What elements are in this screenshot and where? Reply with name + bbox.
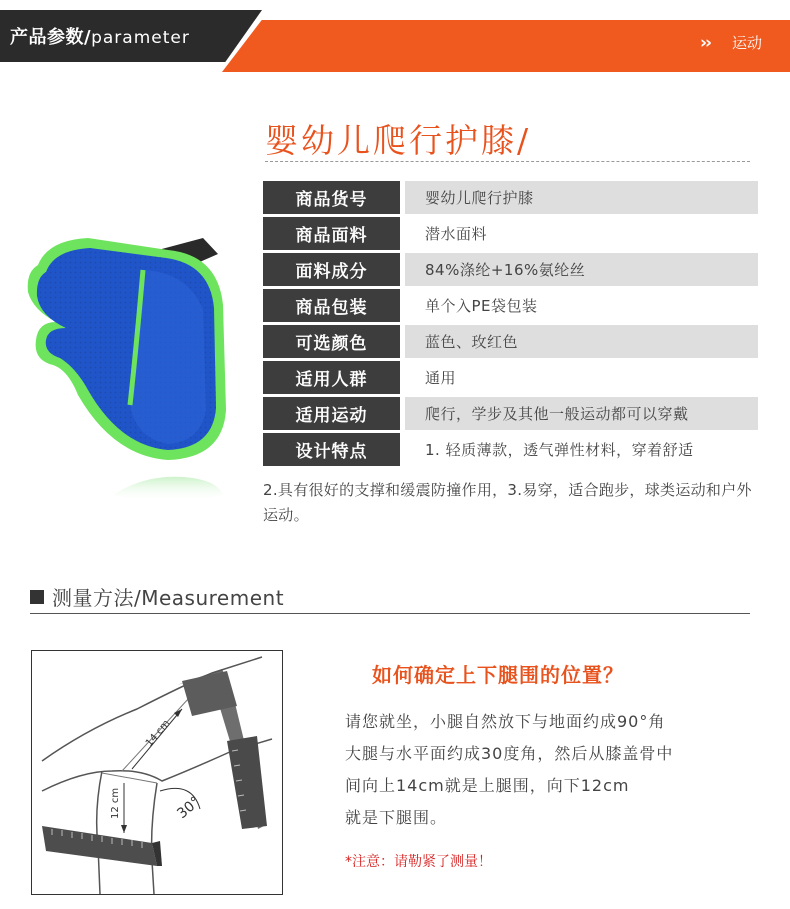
- spec-row: [263, 433, 758, 466]
- spec-row: [263, 253, 758, 286]
- title-cn: 产品参数/: [10, 27, 92, 48]
- spec-value: 爬行，学步及其他一般运动都可以穿戴: [405, 397, 758, 430]
- spec-label: 面料成分: [263, 253, 400, 286]
- spec-value: 通用: [425, 369, 457, 387]
- measurement-instructions: [345, 706, 745, 834]
- spec-label: 可选颜色: [263, 325, 400, 358]
- spec-label: 适用运动: [263, 397, 400, 430]
- spec-row: [263, 181, 758, 214]
- spec-value: 1. 轻质薄款，透气弹性材料，穿着舒适: [425, 441, 694, 459]
- instruction-line: 就是下腿围。: [345, 808, 448, 827]
- knee-pad-image: [18, 210, 248, 530]
- header-banner: [0, 10, 790, 62]
- double-chevron-right-icon: ››: [699, 32, 710, 53]
- instruction-line: 请您就坐，小腿自然放下与地面约成90°角: [345, 712, 666, 731]
- measurement-question: 如何确定上下腿围的位置？: [372, 663, 624, 687]
- spec-value: 单个入PE袋包装: [425, 297, 538, 315]
- feature-description: 2.具有很好的支撑和缓震防撞作用，3.易穿，适合跑步，球类运动和户外运动。: [263, 481, 752, 524]
- spec-label: 商品货号: [263, 181, 400, 214]
- upper-measure-label: 14 cm: [143, 717, 173, 749]
- leg-measurement-diagram: [31, 650, 283, 895]
- spec-table: [263, 181, 758, 469]
- measurement-section-title: [30, 582, 284, 611]
- square-bullet-icon: [30, 590, 44, 604]
- spec-label: 适用人群: [263, 361, 400, 394]
- angle-label: 30°: [174, 793, 204, 823]
- spec-row: [263, 361, 758, 394]
- instruction-line: 大腿与水平面约成30度角，然后从膝盖骨中: [345, 744, 674, 763]
- product-title: 婴幼儿爬行护膝/: [265, 121, 532, 160]
- title-divider: [265, 161, 750, 162]
- lower-measure-label: 12 cm: [110, 787, 121, 819]
- spec-row: [263, 325, 758, 358]
- nav-link-sport[interactable]: [700, 32, 762, 53]
- title-en: parameter: [91, 28, 190, 48]
- spec-row: [263, 289, 758, 322]
- nav-label: 运动: [731, 34, 762, 52]
- measurement-note: *注意：请勒紧了测量！: [345, 854, 492, 870]
- spec-row: [263, 217, 758, 250]
- measurement-heading: 测量方法/Measurement: [52, 586, 285, 610]
- spec-value: 婴幼儿爬行护膝: [405, 181, 758, 214]
- spec-label: 设计特点: [263, 433, 400, 466]
- spec-value: 潜水面料: [425, 225, 488, 243]
- section-divider: [30, 613, 750, 614]
- spec-label: 商品面料: [263, 217, 400, 250]
- spec-label: 商品包装: [263, 289, 400, 322]
- spec-value: 蓝色、玫红色: [405, 325, 758, 358]
- spec-row: [263, 397, 758, 430]
- section-title-parameter: [10, 23, 190, 49]
- spec-value: 84%涤纶+16%氨纶丝: [405, 253, 758, 286]
- instruction-line: 间向上14cm就是上腿围，向下12cm: [345, 776, 630, 795]
